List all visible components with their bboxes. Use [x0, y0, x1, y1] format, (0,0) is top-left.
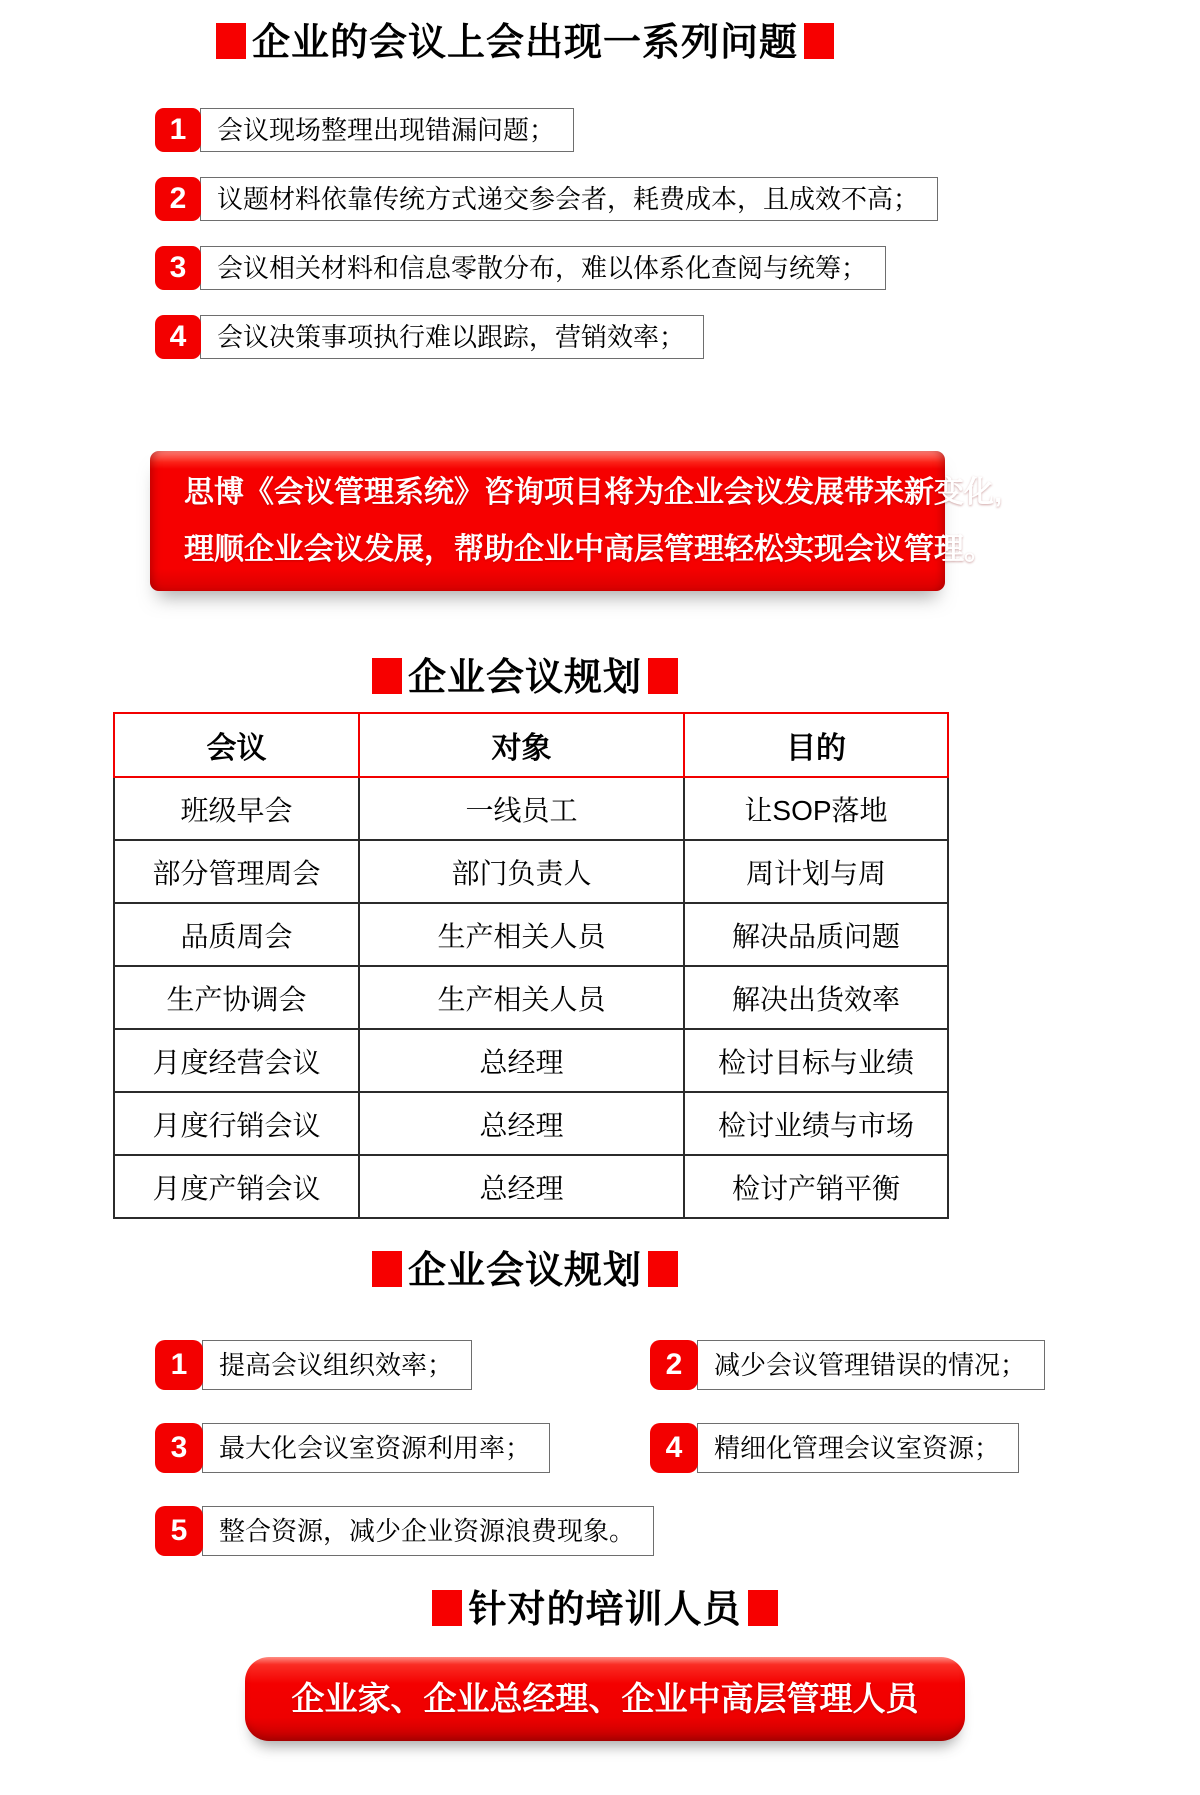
item-text: 会议相关材料和信息零散分布，难以体系化查阅与统筹； — [200, 246, 886, 290]
table-cell: 让SOP落地 — [684, 777, 948, 840]
table-cell: 解决品质问题 — [684, 903, 948, 966]
table-cell: 检讨业绩与市场 — [684, 1092, 948, 1155]
title-marker-icon — [648, 658, 678, 694]
table-cell: 总经理 — [359, 1155, 684, 1218]
table-row — [114, 1155, 948, 1218]
meeting-plan-table — [113, 712, 949, 1219]
benefits-row — [155, 1340, 1050, 1394]
item-text: 减少会议管理错误的情况； — [697, 1340, 1045, 1390]
item-number-badge: 3 — [155, 1423, 203, 1473]
item-text: 整合资源，减少企业资源浪费现象。 — [202, 1506, 654, 1556]
list-item — [155, 1423, 550, 1477]
table-cell: 检讨产销平衡 — [684, 1155, 948, 1218]
title-marker-icon — [748, 1590, 778, 1626]
item-number-badge: 1 — [155, 108, 201, 152]
table-row — [114, 1029, 948, 1092]
trainees-title-text: 针对的培训人员 — [468, 1589, 742, 1631]
item-text: 会议现场整理出现错漏问题； — [200, 108, 574, 152]
item-number-badge: 5 — [155, 1506, 203, 1556]
table-row — [114, 777, 948, 840]
item-text: 会议决策事项执行难以跟踪，营销效率； — [200, 315, 704, 359]
item-text: 最大化会议室资源利用率； — [202, 1423, 550, 1473]
intro-banner-line2: 理顺企业会议发展，帮助企业中高层管理轻松实现会议管理。 — [184, 533, 994, 566]
table-row — [114, 1092, 948, 1155]
title-marker-icon — [372, 1251, 402, 1287]
benefits-list — [0, 1340, 1050, 1560]
item-number-badge: 2 — [650, 1340, 698, 1390]
table-row — [114, 903, 948, 966]
table-cell: 一线员工 — [359, 777, 684, 840]
list-item — [155, 246, 1050, 290]
title-marker-icon — [648, 1251, 678, 1287]
table-row — [114, 966, 948, 1029]
trainees-banner — [245, 1657, 965, 1741]
list-item — [650, 1340, 1045, 1394]
problems-title-text: 企业的会议上会出现一系列问题 — [251, 22, 798, 64]
list-item — [155, 1506, 654, 1560]
benefits-section-title — [0, 1250, 1050, 1292]
list-item — [650, 1423, 1019, 1477]
table-header-row — [114, 713, 948, 777]
list-item — [155, 1340, 472, 1394]
item-number-badge: 4 — [650, 1423, 698, 1473]
table-cell: 生产相关人员 — [359, 903, 684, 966]
table-cell: 月度产销会议 — [114, 1155, 359, 1218]
table-cell: 总经理 — [359, 1029, 684, 1092]
table-cell: 检讨目标与业绩 — [684, 1029, 948, 1092]
item-text: 议题材料依靠传统方式递交参会者，耗费成本，且成效不高； — [200, 177, 938, 221]
problems-list — [0, 108, 1050, 359]
table-cell: 生产协调会 — [114, 966, 359, 1029]
benefits-row — [155, 1423, 1050, 1477]
problems-section-title — [0, 22, 1050, 64]
list-item — [155, 177, 1050, 221]
trainees-section-title — [80, 1589, 1130, 1631]
item-number-badge: 4 — [155, 315, 201, 359]
benefits-title-text: 企业会议规划 — [407, 1250, 642, 1292]
content-column — [0, 22, 1050, 1741]
title-marker-icon — [216, 23, 246, 59]
table-cell: 月度行销会议 — [114, 1092, 359, 1155]
title-marker-icon — [372, 658, 402, 694]
table-header-cell: 会议 — [114, 713, 359, 777]
item-text: 精细化管理会议室资源； — [697, 1423, 1019, 1473]
intro-banner — [150, 451, 1003, 591]
table-cell: 部门负责人 — [359, 840, 684, 903]
title-marker-icon — [432, 1590, 462, 1626]
item-text: 提高会议组织效率； — [202, 1340, 472, 1390]
table-cell: 解决出货效率 — [684, 966, 948, 1029]
benefits-row — [155, 1506, 1050, 1560]
table-header-cell: 对象 — [359, 713, 684, 777]
table-cell: 部分管理周会 — [114, 840, 359, 903]
table-cell: 总经理 — [359, 1092, 684, 1155]
table-cell: 月度经营会议 — [114, 1029, 359, 1092]
title-marker-icon — [804, 23, 834, 59]
list-item — [155, 108, 1050, 152]
table-header-cell: 目的 — [684, 713, 948, 777]
item-number-badge: 1 — [155, 1340, 203, 1390]
table-row — [114, 840, 948, 903]
intro-banner-line1: 思博《会议管理系统》咨询项目将为企业会议发展带来新变化, — [184, 476, 1003, 509]
list-item — [155, 315, 1050, 359]
table-cell: 周计划与周 — [684, 840, 948, 903]
item-number-badge: 3 — [155, 246, 201, 290]
table-cell: 生产相关人员 — [359, 966, 684, 1029]
table-cell: 品质周会 — [114, 903, 359, 966]
plan-section-title — [0, 657, 1050, 699]
item-number-badge: 2 — [155, 177, 201, 221]
plan-title-text: 企业会议规划 — [407, 657, 642, 699]
table-cell: 班级早会 — [114, 777, 359, 840]
trainees-banner-text: 企业家、企业总经理、企业中高层管理人员 — [291, 1680, 919, 1717]
